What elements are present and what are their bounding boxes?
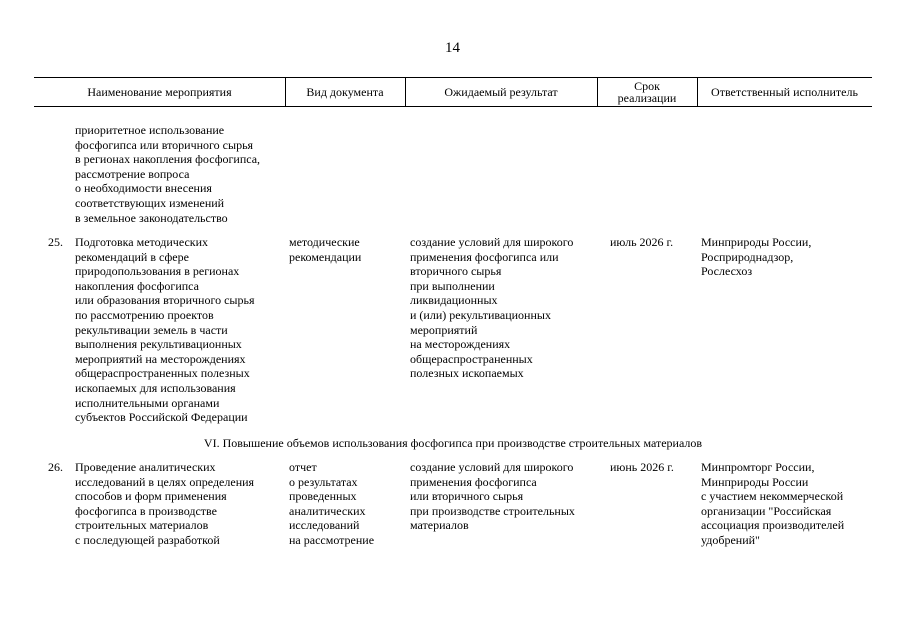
row-result: создание условий для широкого применения фосфогипса или вторичного сырья при производстве строительных материалов (410, 460, 575, 533)
row-exec: Минпромторг России, Минприроды России с участием некоммерческой организации "Российская ассоциация производителей удобрений" (701, 460, 845, 547)
header-term: Срок реализации (617, 78, 677, 105)
section-heading: VI. Повышение объемов использования фосфогипса при производстве строительных материалов (203, 436, 703, 450)
table-header-bottom-rule (34, 106, 872, 107)
row-term: июнь 2026 г. (610, 460, 674, 474)
header-name: Наименование мероприятия (87, 84, 232, 99)
row-number: 25. (48, 235, 63, 249)
row-doc: отчет о результатах проведенных аналитических исследований на рассмотрение (289, 460, 375, 547)
row-result: создание условий для широкого применения фосфогипса или вторичного сырья при выполнении ликвидационных и (или) рекультивационных мероприятий на месторождениях общераспространенных полезных ископаемых (410, 235, 574, 381)
page-number: 14 (445, 40, 460, 56)
row-exec: Минприроды России, Росприроднадзор, Рослесхоз (701, 235, 812, 279)
row-name: Подготовка методических рекомендаций в сфере природопользования в регионах накопления фосфогипса или образования вторичного сырья по рассмотрению проектов рекультивации земель в части выполнения рекультивационных мероприятий на месторождениях общераспространенных полезных ископаемых для использования исполнительными органами субъектов Российской Федерации (75, 235, 255, 425)
row-name: Проведение аналитических исследований в целях определения способов и форм применения фосфогипса в производстве строительных материалов с последующей разработкой (75, 460, 255, 547)
row-number: 26. (48, 460, 63, 474)
header-exec: Ответственный исполнитель (711, 84, 858, 99)
header-doc: Вид документа (306, 84, 384, 99)
row-doc: методические рекомендации (289, 235, 362, 264)
row-term: июль 2026 г. (610, 235, 674, 249)
continuation-name: приоритетное использование фосфогипса или вторичного сырья в регионах накопления фосфогипса, рассмотрение вопроса о необходимости внесения соответствующих изменений в земельное законодательство (75, 123, 261, 225)
header-result: Ожидаемый результат (444, 84, 558, 99)
